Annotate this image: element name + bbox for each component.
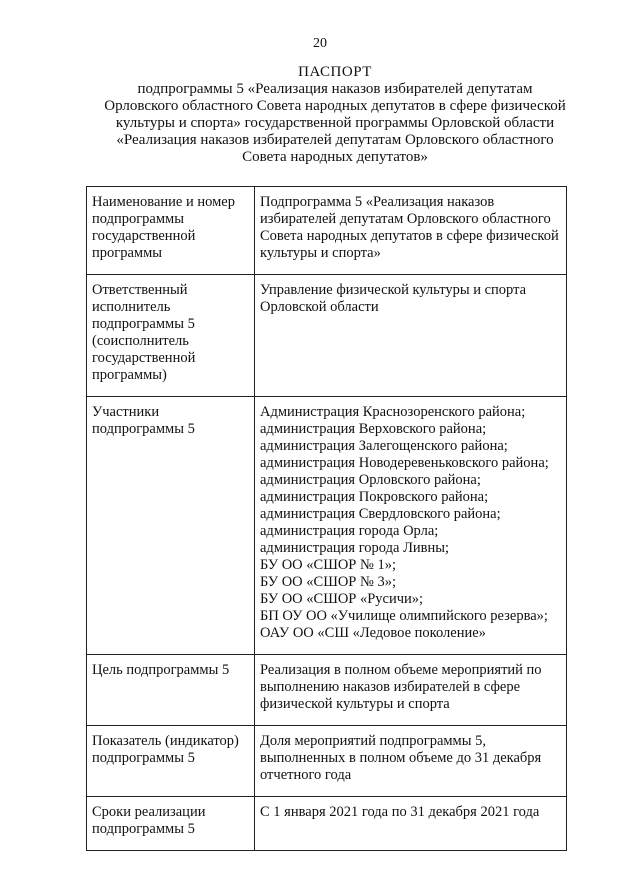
row-value: Подпрограмма 5 «Реализация наказов избирателей депутатам Орловского областного Совета народных депутатов в сфере физической культуры и спорта» [255,187,567,275]
row-label: Сроки реализации подпрограммы 5 [87,797,255,851]
row-value: Управление физической культуры и спорта Орловской области [255,275,567,397]
title-line: «Реализация наказов избирателей депутатам Орловского областного [116,132,554,148]
row-label: Цель подпрограммы 5 [87,655,255,726]
passport-table [86,186,567,851]
title-line: культуры и спорта» государственной программы Орловской области [115,115,555,131]
list-item: ОАУ ОО «СШ «Ледовое поколение» [260,625,486,641]
table-row [87,655,567,726]
row-label: Показатель (индикатор) подпрограммы 5 [87,726,255,797]
row-value: С 1 января 2021 года по 31 декабря 2021 года [255,797,567,851]
page-number: 20 [313,36,327,51]
table-row [87,726,567,797]
title-line: подпрограммы 5 «Реализация наказов избирателей депутатам [137,81,533,97]
title-line: Совета народных депутатов» [242,149,428,165]
list-item: администрация Новодеревеньковского района; [260,455,549,471]
list-item: администрация Залегощенского района; [260,438,508,454]
list-item: администрация Верховского района; [260,421,487,437]
participants-list [255,397,567,655]
row-value: Доля мероприятий подпрограммы 5, выполненных в полном объеме до 31 декабря отчетного года [255,726,567,797]
row-label: Участники подпрограммы 5 [87,397,255,655]
list-item: Администрация Краснозоренского района; [260,404,526,420]
list-item: администрация города Ливны; [260,540,450,556]
row-label: Наименование и номер подпрограммы государственной программы [87,187,255,275]
list-item: администрация города Орла; [260,523,439,539]
table-row [87,275,567,397]
list-item: БУ ОО «СШОР «Русичи»; [260,591,424,607]
row-label: Ответственный исполнитель подпрограммы 5 (соисполнитель государственной программы) [87,275,255,397]
document-title [100,64,570,166]
list-item: администрация Покровского района; [260,489,489,505]
list-item: администрация Орловского района; [260,472,481,488]
list-item: БП ОУ ОО «Училище олимпийского резерва»; [260,608,548,624]
list-item: БУ ОО «СШОР № 1»; [260,557,396,573]
title-line: Орловского областного Совета народных депутатов в сфере физической [104,98,566,114]
row-value: Реализация в полном объеме мероприятий по выполнению наказов избирателей в сфере физической культуры и спорта [255,655,567,726]
table-row [87,797,567,851]
table-row [87,187,567,275]
table-row [87,397,567,655]
list-item: БУ ОО «СШОР № 3»; [260,574,396,590]
title-heading: ПАСПОРТ [298,64,372,80]
list-item: администрация Свердловского района; [260,506,501,522]
